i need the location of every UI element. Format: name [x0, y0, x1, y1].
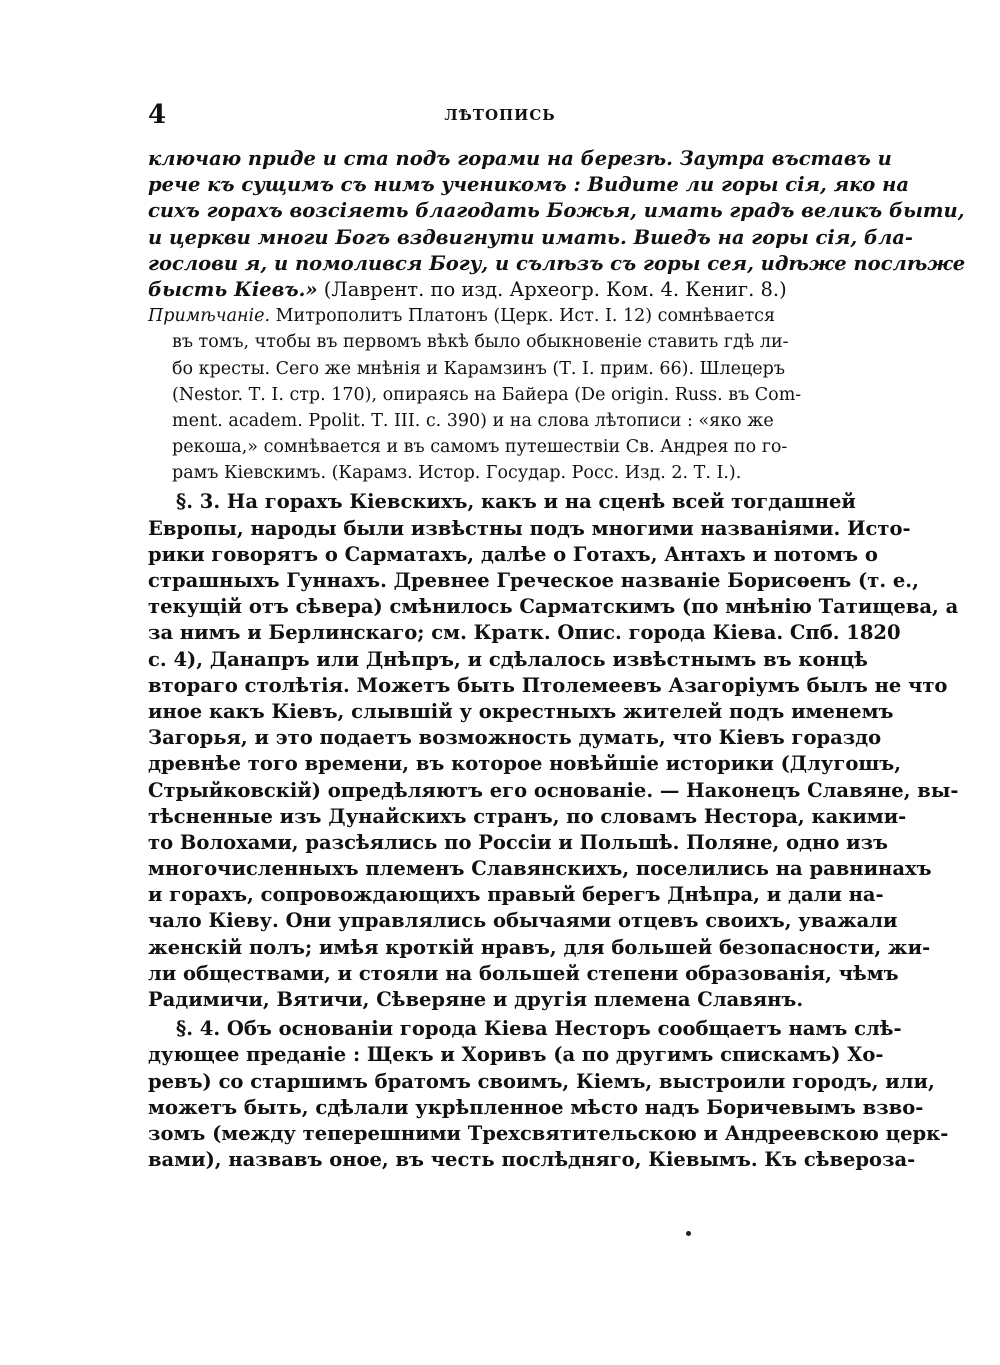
quote-line: сихъ горахъ возсіяеть благодать Божья, имать градъ великъ быти, [148, 199, 965, 223]
quote-line: гослови я, и помолився Богу, и сълѣзъ съ горы сея, идѣже послѣже [148, 251, 966, 275]
section-4-line: можетъ быть, сдѣлали укрѣпленное мѣсто надъ Боричевымъ взво- [148, 1095, 924, 1119]
section-3 [148, 489, 959, 1013]
quote-line: и церкви многи Богъ вздвигнути имать. Вшедъ на горы сія, бла- [148, 225, 913, 249]
section-3-line: Европы, народы были извѣстны подъ многими названіями. Исто- [148, 516, 911, 540]
quote-line: ключаю приде и ста подъ горами на березѣ. Заутра въставъ и [148, 147, 892, 170]
footnote [148, 303, 838, 486]
section-3-line: чало Кіеву. Они управлялись обычаями отцевъ своихъ, уважали [148, 909, 898, 933]
section-3-line: иное какъ Кіевъ, слывшій у окрестныхъ жителей подъ именемъ [148, 699, 894, 723]
quote-end-text: бысть Кіевъ.» [148, 277, 318, 301]
section-3-line: страшныхъ Гуннахъ. Древнее Греческое названіе Борисѳенъ (т. е., [148, 569, 919, 592]
section-4 [148, 1016, 949, 1173]
section-3-line: и горахъ, сопровождающихъ правый берегъ Днѣпра, и дали на- [148, 883, 884, 907]
section-3-line: Стрыйковскій) опредѣляютъ его основаніе. — Наконецъ Славяне, вы- [148, 778, 959, 802]
section-3-line: женскій полъ; имѣя кроткій нравъ, для большей безопасности, жи- [148, 935, 931, 959]
note-line: рамъ Кіевскимъ. (Карамз. Истор. Государ. Росс. Изд. 2. Т. I.). [172, 463, 742, 484]
print-mark [686, 1231, 691, 1236]
section-4-line: зомъ (между теперешними Трехсвятительскою и Андреевскою церк- [148, 1121, 949, 1145]
page-body [148, 146, 966, 1173]
note-line [148, 303, 838, 329]
quote-citation: (Лаврент. по изд. Археогр. Ком. 4. Кениг. 8.) [317, 277, 787, 301]
section-4-line: дующее преданіе : Щекъ и Хоривъ (а по другимъ спискамъ) Хо- [148, 1043, 884, 1067]
section-3-line: тѣсненные изъ Дунайскихъ странъ, по словамъ Нестора, какими- [148, 804, 907, 828]
section-3-line: рики говорятъ о Сарматахъ, далѣе о Готахъ, Антахъ и потомъ о [148, 542, 878, 566]
section-3-line: за нимъ и Берлинскаго; см. Кратк. Опис. города Кіева. Спб. 1820 [148, 621, 901, 645]
section-4-line: вами), назвавъ оное, въ честь послѣдняго, Кіевымъ. Къ сѣвероза- [148, 1148, 916, 1172]
chronicle-quote [148, 146, 966, 303]
note-first-text: Митрополитъ Платонъ (Церк. Ист. I. 12) сомнѣвается [270, 306, 775, 327]
note-line: въ томъ, чтобы въ первомъ вѣкѣ было обыкновеніе ставить гдѣ ли- [172, 332, 789, 353]
section-4-line: ревъ) со старшимъ братомъ своимъ, Кіемъ, выстроили городъ, или, [148, 1069, 935, 1093]
section-3-line: с. 4), Данапръ или Днѣпръ, и сдѣлалось извѣстнымъ въ концѣ [148, 647, 868, 671]
note-line: бо кресты. Сего же мнѣнія и Карамзинъ (Т. I. прим. 66). Шлецеръ [172, 358, 785, 379]
note-line: (Nestor. Т. I. стр. 170), опираясь на Байера (De origin. Russ. въ Com- [172, 384, 802, 405]
section-3-line: текущій отъ сѣвера) смѣнилось Сарматскимъ (по мнѣнію Татищева, а [148, 595, 959, 619]
section-3-line: древнѣе того времени, въ которое новѣйшіе историки (Длугошъ, [148, 752, 902, 776]
note-line: ment. academ. Ppolit. Т. III. с. 390) и на слова лѣтописи : «яко же [172, 410, 774, 431]
page-number: 4 [148, 100, 167, 130]
section-3-line: Загорья, и это подаетъ возможность думать, что Кіевъ гораздо [148, 726, 882, 750]
running-title: ЛѢТОПИСЬ [444, 106, 556, 124]
section-3-line: Радимичи, Вятичи, Сѣверяне и другія племена Славянъ. [148, 988, 804, 1011]
quote-line: рече къ сущимъ съ нимъ ученикомъ : Видите ли горы сія, яко на [148, 173, 909, 197]
section-3-line: втораго столѣтія. Можетъ быть Птолемеевъ Азагоріумъ былъ не что [148, 673, 948, 697]
quote-line-last [148, 277, 838, 303]
note-line: рекоша,» сомнѣвается и въ самомъ путешествіи Св. Андрея по го- [172, 437, 788, 458]
section-3-line: ли обществами, и стояли на большей степени образованія, чѣмъ [148, 961, 899, 985]
section-4-line: §. 4. Объ основаніи города Кіева Несторъ сообщаетъ намъ слѣ- [176, 1017, 902, 1041]
section-3-line: §. 3. На горахъ Кіевскихъ, какъ и на сценѣ всей тогдашней [176, 490, 856, 514]
page-header [0, 100, 1000, 130]
note-label: Примѣчаніе. [148, 306, 271, 327]
section-3-line: то Волохами, разсѣялись по Россіи и Польшѣ. Поляне, одно изъ [148, 830, 888, 854]
section-3-line: многочисленныхъ племенъ Славянскихъ, поселились на равнинахъ [148, 857, 932, 881]
